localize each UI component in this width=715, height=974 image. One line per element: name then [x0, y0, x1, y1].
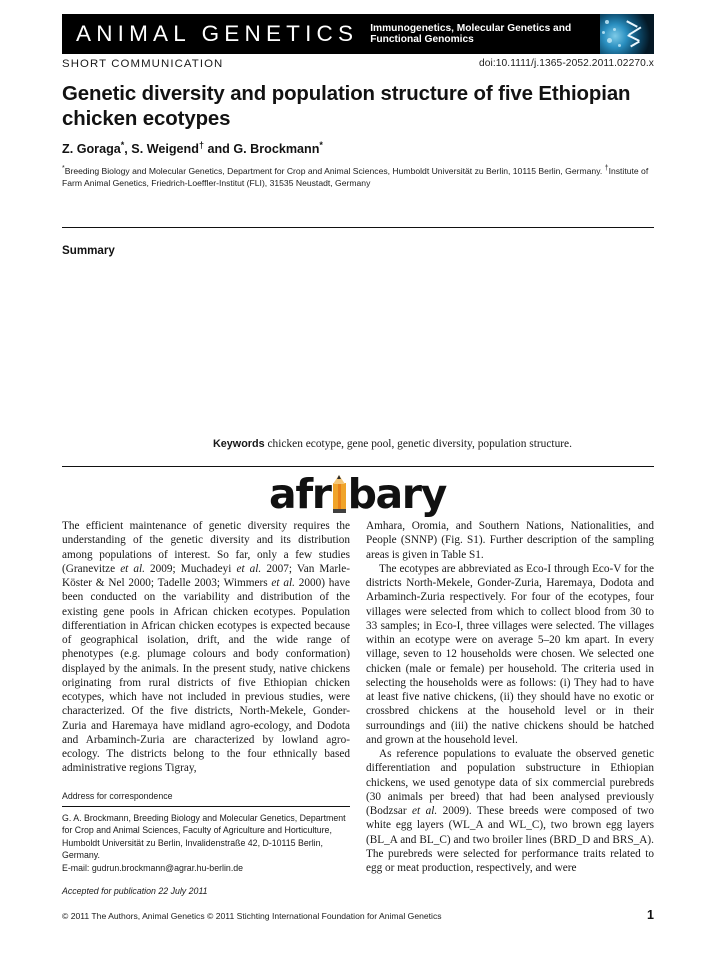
paragraph: Amhara, Oromia, and Southern Nations, Nationalities, and People (SNNP) (Fig. S1). Further description of the sampling areas is given in Table S1. [366, 520, 654, 561]
paragraph: The ecotypes are abbreviated as Eco-I through Eco-V for the districts North-Mekele, Gonder-Zuria, Haremaya, Dodota and Arbaminch-Zuria respectively. For four of the ecotypes, four villages were selected from which to collect blood from 30 to 33 samples; in Eco-I, three villages were selected. The villages within an ecotype were on average 5–20 km apart. In every village, seven to 12 households were chosen. We selected one chicken (male or female) per household. The criteria used in selecting the households were as follows: (i) They had to have at least five native chickens, (ii) they should have no exotic or crossbred chickens at the household level or in their surroundings and (iii) the native chickens should be hatched and grown at the household level. [366, 562, 654, 746]
correspondence-heading: Address for correspondence [62, 791, 173, 801]
journal-subtitle: Immunogenetics, Molecular Genetics and Functional Genomics [370, 22, 572, 45]
keywords-line [213, 437, 654, 452]
paragraph: The efficient maintenance of genetic diversity requires the understanding of the genetic diversity and its distribution among populations of interest. So far, only a few studies (Granevitze et al. 2009; Muchadeyi et al. 2007; Van Marle-Köster & Nel 2000; Tadelle 2003; Wimmers et al. 2000) have been conducted on the variability and distribution of the existing gene pools in African chicken ecotypes. Population differentiation in African chicken ecotypes is expected because of geographical isolation, drift, and the wide range of phenotypes (e.g. plumage colours and body conformation) displayed by the animals. In the present study, native chickens originating from rural districts of five Ethiopian chicken ecotypes, which have not included in previous studies, were characterized. Of the five districts, North-Mekele, Gonder-Zuria and Haremaya have midland agro-ecology, and Dodota and Arbaminch-Zuria are characterized by lowland agro-ecology. The districts belong to the four ethnically based administrative regions Tigray, [62, 520, 351, 775]
correspondence-divider [62, 806, 350, 807]
section-label: SHORT COMMUNICATION [62, 58, 224, 70]
summary-label: Summary [62, 244, 115, 257]
journal-title: ANIMAL GENETICS [76, 21, 359, 46]
divider-top [62, 227, 654, 228]
affiliations: *Breeding Biology and Molecular Genetics, Department for Crop and Animal Sciences, Humboldt Universität zu Berlin, 10115 Berlin, Germany. †Institute of Farm Animal Genetics, Friedrich-Loeffler-Institut (FLI), 31535 Neustadt, Germany [62, 165, 649, 189]
keywords-text: chicken ecotype, gene pool, genetic diversity, population structure. [267, 438, 572, 450]
journal-masthead [62, 14, 654, 54]
author-list: Z. Goraga*, S. Weigend† and G. Brockmann* [62, 140, 323, 157]
journal-emblem-icon [600, 14, 654, 54]
correspondence-address: G. A. Brockmann, Breeding Biology and Molecular Genetics, Department for Crop and Animal Sciences, Faculty of Agriculture and Horticulture, Humboldt Universität zu Berlin, Invalidenstraße 42, D-10115 Berlin, Germany. [62, 812, 346, 861]
page-footer [62, 908, 654, 922]
paragraph: As reference populations to evaluate the observed genetic differentiation and population substructure in Ethiopian chickens, we used genotype data of six commercial purebreds (30 animals per breed) that had been analysed previously (Bodzsar et al. 2009). These breeds were composed of two white egg layers (WL_A and WL_C), two brown egg layers (BL_A and BL_C) and two broiler lines (BRD_D and BRS_A). The purebreds were selected for performance traits related to egg or meat production, respectively, and were [366, 748, 654, 874]
page-number: 1 [647, 908, 654, 922]
watermark-text-after: bary [347, 470, 446, 518]
body-column-left [62, 519, 350, 776]
copyright-text: © 2011 The Authors, Animal Genetics © 2011 Stichting International Foundation for Animal Genetics [62, 911, 442, 921]
watermark-text-before: afr [269, 470, 331, 518]
keywords-label: Keywords [213, 438, 265, 450]
correspondence-block [62, 790, 350, 897]
body-column-right [366, 519, 654, 875]
pencil-icon [333, 475, 346, 513]
doi-text: doi:10.1111/j.1365-2052.2011.02270.x [478, 58, 654, 69]
dna-mark-icon [624, 21, 648, 47]
divider-bottom [62, 466, 654, 467]
page-title: Genetic diversity and population structure of five Ethiopian chicken ecotypes [62, 83, 631, 130]
accepted-date: Accepted for publication 22 July 2011 [62, 885, 208, 896]
correspondence-email[interactable]: E-mail: gudrun.brockmann@agrar.hu-berlin.de [62, 862, 244, 873]
afribary-watermark [0, 468, 715, 520]
